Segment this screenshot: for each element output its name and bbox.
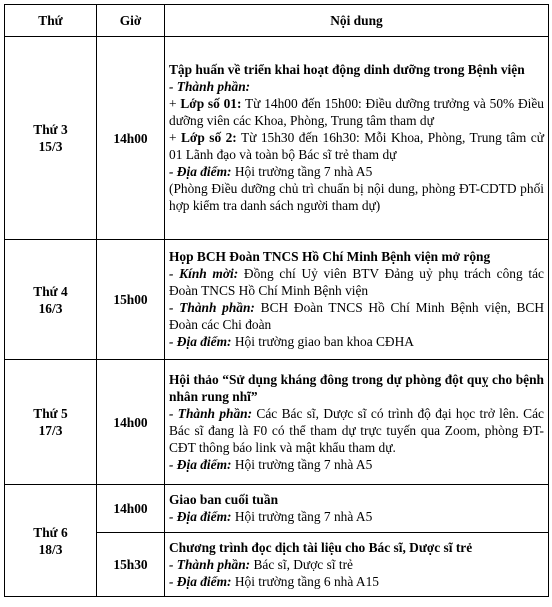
header-row xyxy=(5,5,549,37)
location-label: - Địa điểm: xyxy=(169,334,232,349)
day-label: Thứ 4 xyxy=(33,283,68,299)
header-day: Thứ xyxy=(5,5,97,37)
location-label: - Địa điểm: xyxy=(169,456,232,472)
location-text: Hội trường tầng 7 nhà A5 xyxy=(231,509,373,524)
location-label: - Địa điểm: xyxy=(169,164,232,179)
event-note: (Phòng Điều dưỡng chủ trì chuẩn bị nội dung, phòng ĐT-CDTD phối hợp kiểm tra danh sách người tham dự) xyxy=(169,181,544,213)
schedule-table xyxy=(4,4,549,597)
participants-label: - Thành phần: xyxy=(169,300,255,315)
location-text: Hội trường tầng 7 nhà A5 xyxy=(231,164,373,179)
header-content: Nội dung xyxy=(165,5,549,37)
header-time: Giờ xyxy=(97,5,165,37)
participants-label: - Thành phần: xyxy=(169,556,251,572)
class1-prefix: + xyxy=(169,96,181,111)
class1-label: Lớp số 01: xyxy=(180,96,242,111)
location-text: Hội trường giao ban khoa CĐHA xyxy=(231,334,414,349)
class1-text: Từ 14h00 đến 15h00: Điều dưỡng trưởng và 50% Điều dưỡng viên các Khoa, Phòng, Trung tâm tham dự xyxy=(169,96,544,128)
date-label: 18/3 xyxy=(38,541,63,557)
content-cell xyxy=(165,533,549,597)
event-title: Giao ban cuối tuần xyxy=(169,492,279,507)
table-row xyxy=(5,37,549,240)
location-text: Hội trường tầng 7 nhà A5 xyxy=(231,456,373,472)
day-cell xyxy=(5,360,97,485)
location-text: Hội trường tầng 6 nhà A15 xyxy=(231,573,379,589)
participants-text: Các Bác sĩ, Dược sĩ có trình độ đại học trở lên. Các Bác sĩ đang là F0 có thể tham dự trực tuyến qua Zoom, phòng ĐT-CĐT thông báo link và mật khẩu tham dự. xyxy=(169,405,544,455)
event-title: Hội thảo “Sử dụng kháng đông trong dự phòng đột quỵ cho bệnh nhân rung nhĩ” xyxy=(169,371,544,404)
day-cell xyxy=(5,485,97,597)
day-cell xyxy=(5,240,97,360)
day-label: Thứ 3 xyxy=(33,122,68,137)
content-cell xyxy=(165,37,549,240)
day-label: Thứ 6 xyxy=(33,524,68,540)
event-title: Tập huấn về triển khai hoạt động dinh dưỡng trong Bệnh viện xyxy=(169,62,525,77)
time-cell: 15h00 xyxy=(97,240,165,360)
invite-label: - Kính mời: xyxy=(169,266,239,281)
location-label: - Địa điểm: xyxy=(169,573,232,589)
date-label: 16/3 xyxy=(38,300,63,316)
content-cell xyxy=(165,240,549,360)
class2-prefix: + xyxy=(169,130,181,145)
event-title: Họp BCH Đoàn TNCS Hồ Chí Minh Bệnh viện mở rộng xyxy=(169,249,491,264)
location-label: - Địa điểm: xyxy=(169,509,232,524)
participants-text: Bác sĩ, Dược sĩ trẻ xyxy=(250,556,353,572)
participants-label: - Thành phần: xyxy=(169,405,253,421)
time-cell: 14h00 xyxy=(97,37,165,240)
date-label: 17/3 xyxy=(38,423,63,438)
participants-text: BCH Đoàn TNCS Hồ Chí Minh Bệnh viện, BCH Đoàn các Chi đoàn xyxy=(169,300,544,332)
day-label: Thứ 5 xyxy=(33,406,68,421)
day-cell xyxy=(5,37,97,240)
time-cell: 14h00 xyxy=(97,360,165,485)
class2-label: Lớp số 2: xyxy=(181,130,237,145)
time-cell: 14h00 xyxy=(97,485,165,533)
invite-text: Đồng chí Uỷ viên BTV Đảng uỷ phụ trách công tác Đoàn TNCS Hồ Chí Minh Bệnh viện xyxy=(169,266,545,298)
class2-text: Từ 15h30 đến 16h30: Mỗi Khoa, Phòng, Trung tâm cử 01 Lãnh đạo và toàn bộ Bác sĩ trẻ tham dự xyxy=(169,130,544,162)
content-cell xyxy=(165,360,549,485)
content-cell xyxy=(165,485,549,533)
table-row xyxy=(5,485,549,533)
table-row xyxy=(5,360,549,485)
date-label: 15/3 xyxy=(38,139,63,154)
participants-label: - Thành phần: xyxy=(169,79,251,94)
time-cell: 15h30 xyxy=(97,533,165,597)
event-title: Chương trình đọc dịch tài liệu cho Bác sĩ, Dược sĩ trẻ xyxy=(169,539,473,555)
table-row xyxy=(5,240,549,360)
